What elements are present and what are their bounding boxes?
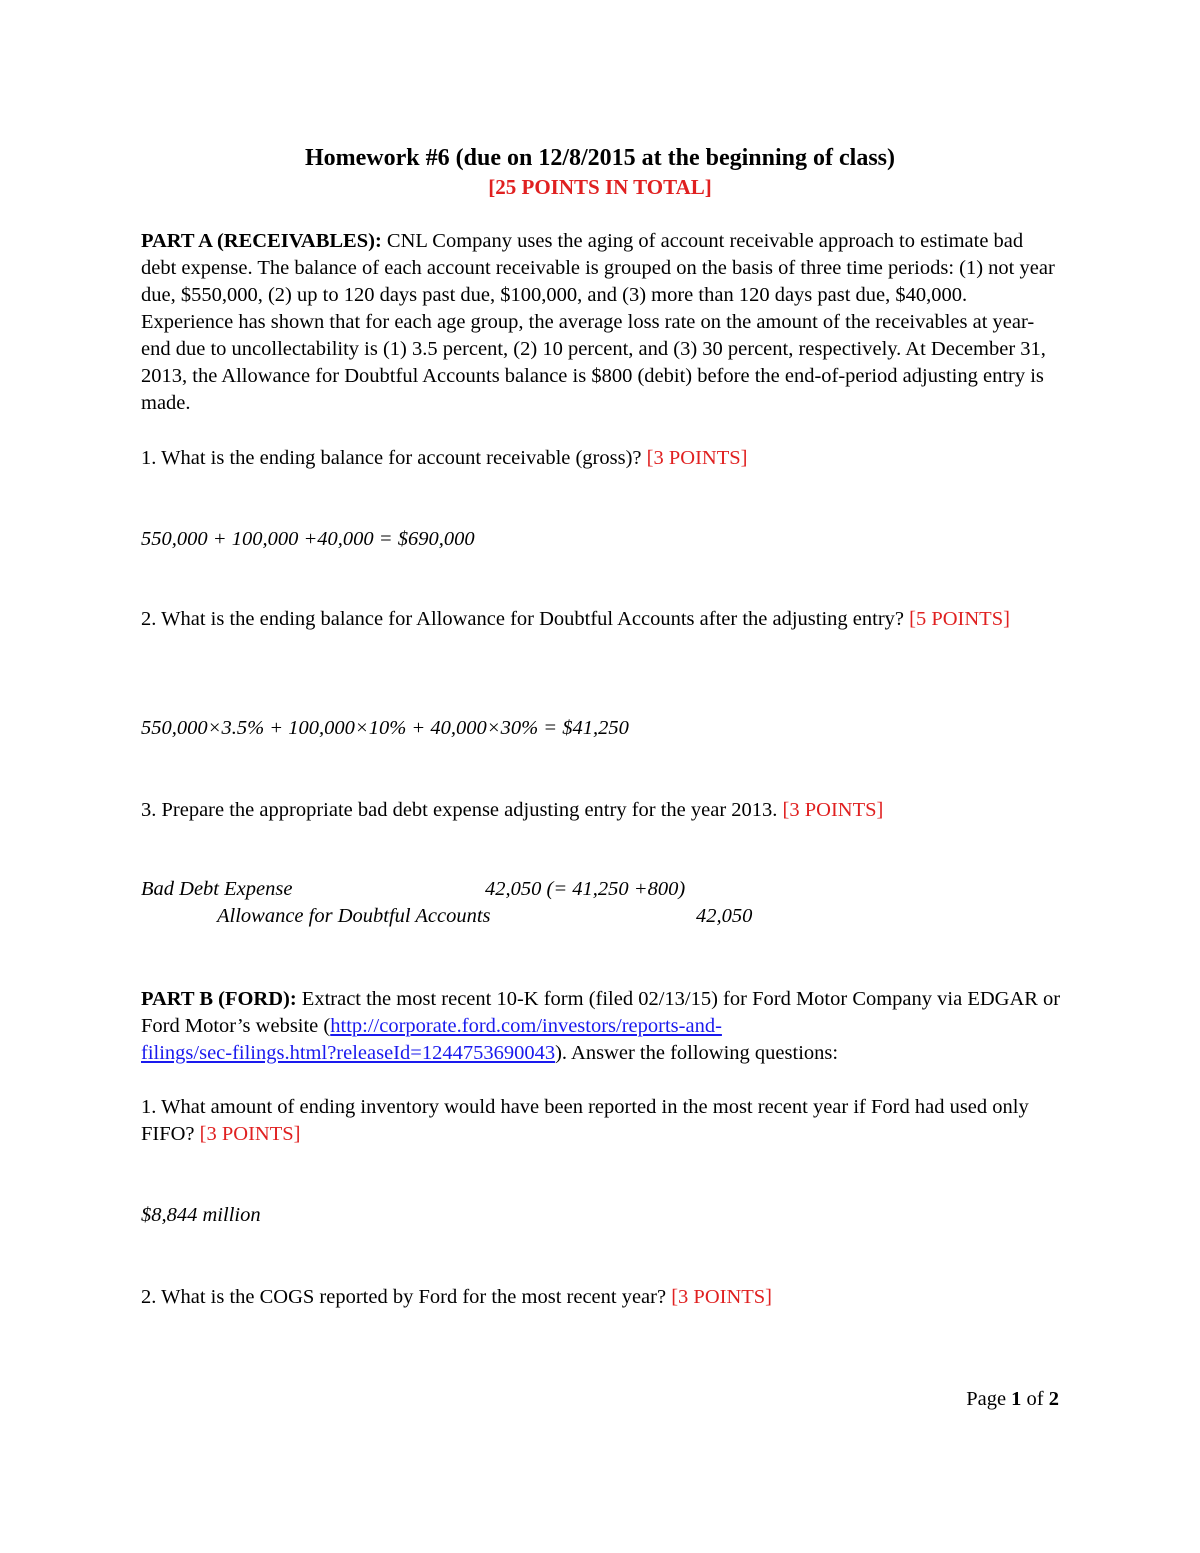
question-points: [3 POINTS] xyxy=(199,1123,301,1145)
part-b-answer-1: $8,844 million xyxy=(141,1204,261,1226)
journal-entry xyxy=(141,876,841,930)
journal-debit-row xyxy=(141,876,841,903)
debit-amount: 42,050 (= 41,250 +800) xyxy=(485,878,686,900)
page-title: Homework #6 (due on 12/8/2015 at the beginning of class) xyxy=(304,145,895,171)
page-number xyxy=(966,1386,1059,1413)
part-b-question-1 xyxy=(141,1094,1061,1148)
credit-account: Allowance for Doubtful Accounts xyxy=(217,905,491,927)
link-text-line2: filings/sec-filings.html?releaseId=1244753690043 xyxy=(141,1042,556,1064)
part-b-intro: Extract the most recent 10-K form (filed 02/13/15) for Ford Motor Company via EDGAR or Ford Motor’s website ( xyxy=(141,988,1061,1037)
question-points: [5 POINTS] xyxy=(909,608,1010,630)
part-b-heading: PART B (FORD): xyxy=(141,988,297,1010)
question-text: 3. Prepare the appropriate bad debt expense adjusting entry for the year 2013. xyxy=(141,799,783,821)
credit-amount: 42,050 xyxy=(696,905,753,927)
part-a-answer-2: 550,000×3.5% + 100,000×10% + 40,000×30% = $41,250 xyxy=(141,717,629,739)
question-text: 2. What is the COGS reported by Ford for the most recent year? xyxy=(141,1286,672,1308)
question-text: 2. What is the ending balance for Allowance for Doubtful Accounts after the adjusting entry? xyxy=(141,608,910,630)
part-b-intro-end: ). Answer the following questions: xyxy=(555,1042,839,1064)
part-a-question-3 xyxy=(141,797,1061,824)
part-b-question-2 xyxy=(141,1284,1061,1311)
total-pages: 2 xyxy=(1048,1388,1059,1410)
debit-account: Bad Debt Expense xyxy=(141,878,293,900)
page-prefix: Page xyxy=(966,1388,1012,1410)
question-points: [3 POINTS] xyxy=(782,799,884,821)
question-points: [3 POINTS] xyxy=(671,1286,773,1308)
part-b-paragraph xyxy=(141,986,1061,1067)
part-a-question-1 xyxy=(141,445,1061,472)
question-text: 1. What is the ending balance for account receivable (gross)? xyxy=(141,447,647,469)
page-of: of xyxy=(1021,1388,1049,1410)
journal-credit-row xyxy=(141,903,841,930)
part-a-answer-1: 550,000 + 100,000 +40,000 = $690,000 xyxy=(141,528,475,550)
part-a-body: CNL Company uses the aging of account receivable approach to estimate bad debt expense. The balance of each account receivable is grouped on the basis of three time periods: (1) not year due, $550,000, (2) up to 120 days past due, $100,000, and (3) more than 120 days past due, $40,000. Experience has shown that for each age group, the average loss rate on the amount of the receivables at year-end due to uncollectability is (1) 3.5 percent, (2) 10 percent, and (3) 30 percent, respectively. At December 31, 2013, the Allowance for Doubtful Accounts balance is $800 (debit) before the end-of-period adjusting entry is made. xyxy=(141,230,1055,414)
part-a-question-2 xyxy=(141,606,1061,633)
total-points: [25 POINTS IN TOTAL] xyxy=(488,175,712,199)
link-text-line1: http://corporate.ford.com/investors/reports-and- xyxy=(330,1015,722,1037)
question-text: 1. What amount of ending inventory would have been reported in the most recent year if Ford had used only FIFO? xyxy=(141,1096,1029,1145)
current-page: 1 xyxy=(1011,1388,1022,1410)
question-points: [3 POINTS] xyxy=(646,447,748,469)
part-a-heading: PART A (RECEIVABLES): xyxy=(141,230,382,252)
part-a-paragraph xyxy=(141,228,1061,417)
